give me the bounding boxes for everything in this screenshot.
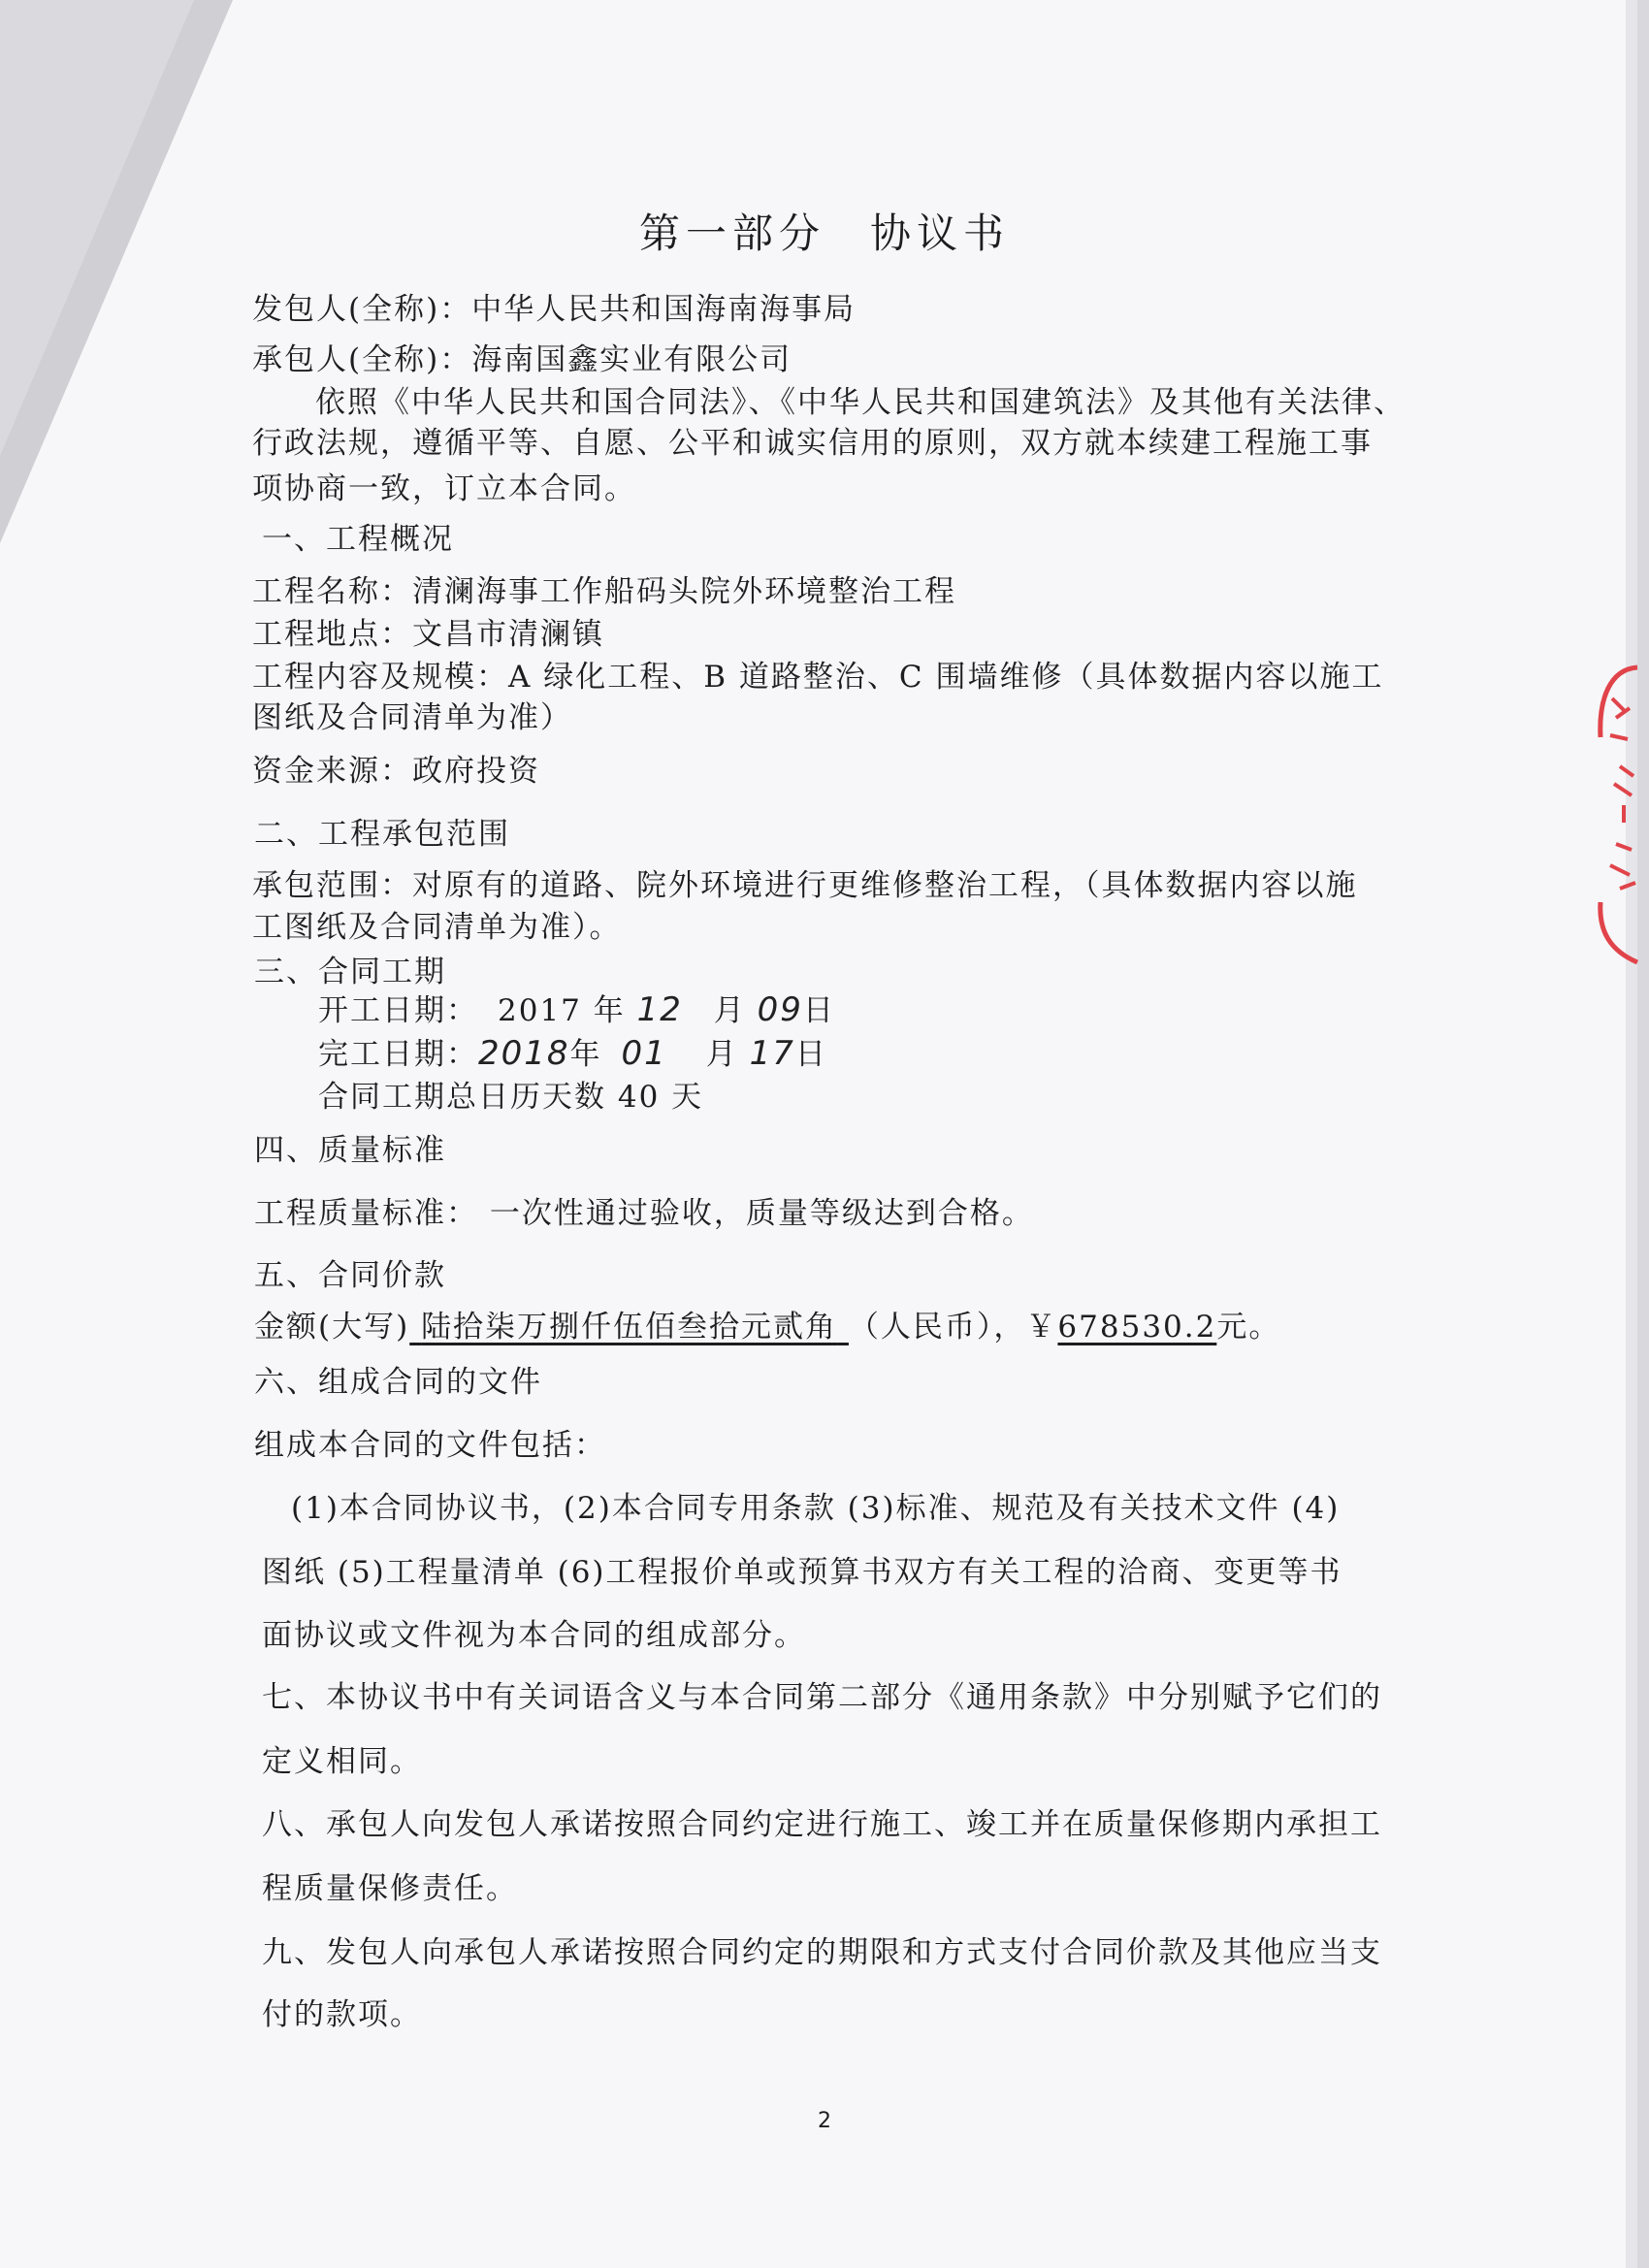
project-scope-line-1: 工程内容及规模：A 绿化工程、B 道路整治、C 围墙维修（具体数据内容以施工 (252, 660, 1384, 695)
start-date-label: 开工日期： (318, 993, 478, 1028)
page-number: 2 (818, 2109, 831, 2133)
end-day-handwritten: 17 (749, 1034, 795, 1073)
start-day-handwritten: 09 (757, 990, 803, 1029)
section-2-heading: 二、工程承包范围 (254, 817, 510, 852)
end-year-unit: 年 (569, 1037, 602, 1072)
start-year-unit: 年 (593, 993, 626, 1028)
clause-8-line-2: 程质量保修责任。 (262, 1871, 518, 1906)
clause-9-line-1: 九、发包人向承包人承诺按照合同约定的期限和方式支付合同价款及其他应当支 (262, 1935, 1382, 1970)
clause-8-line-1: 八、承包人向发包人承诺按照合同约定进行施工、竣工并在质量保修期内承担工 (262, 1807, 1382, 1842)
amount-words-text: 陆拾柒万捌仟伍佰叁拾元贰角 (421, 1310, 838, 1345)
clause-9-line-2: 付的款项。 (262, 1997, 422, 2032)
section-3-heading: 三、合同工期 (254, 955, 446, 989)
title-name: 协议书 (870, 210, 1011, 257)
end-date-label: 完工日期： (318, 1037, 478, 1072)
section-1-heading: 一、工程概况 (262, 522, 454, 557)
documents-line-2: 图纸 (5)工程量清单 (6)工程报价单或预算书双方有关工程的洽商、变更等书 (262, 1555, 1342, 1590)
preamble-line-3: 项协商一致，订立本合同。 (252, 471, 636, 506)
amount-figure: 678530.2 (1057, 1310, 1217, 1345)
end-date-line (318, 1034, 827, 1074)
documents-line-1: (1)本合同协议书，(2)本合同专用条款 (3)标准、规范及有关技术文件 (4) (291, 1491, 1341, 1526)
contract-price-line (254, 1308, 1280, 1346)
documents-line-3: 面协议或文件视为本合同的组成部分。 (262, 1618, 806, 1653)
section-5-heading: 五、合同价款 (254, 1258, 446, 1293)
project-scope-line-2: 图纸及合同清单为准） (252, 700, 572, 735)
employer-line: 发包人(全称)：中华人民共和国海南海事局 (252, 292, 857, 327)
quality-standard: 工程质量标准： 一次性通过验收，质量等级达到合格。 (254, 1196, 1034, 1231)
start-year: 2017 (498, 993, 582, 1028)
clause-7-line-2: 定义相同。 (262, 1744, 422, 1779)
section-6-heading: 六、组成合同的文件 (254, 1365, 542, 1400)
title-part: 第一部分 (638, 210, 825, 257)
start-date-line (318, 990, 835, 1030)
preamble-line-2: 行政法规，遵循平等、自愿、公平和诚实信用的原则，双方就本续建工程施工事 (252, 426, 1373, 461)
amount-in-words (409, 1310, 849, 1345)
start-month-handwritten: 12 (636, 990, 683, 1029)
funding-source: 资金来源：政府投资 (252, 754, 540, 789)
end-month-unit: 月 (705, 1037, 738, 1072)
red-seal-stamp (1581, 660, 1639, 970)
contractor-line: 承包人(全称)：海南国鑫实业有限公司 (252, 342, 792, 377)
total-duration: 合同工期总日历天数 40 天 (318, 1080, 704, 1115)
amount-suffix: 元。 (1216, 1310, 1281, 1345)
start-day-unit: 日 (802, 993, 835, 1028)
preamble-line-1: 依照《中华人民共和国合同法》、《中华人民共和国建筑法》及其他有关法律、 (315, 385, 1406, 420)
end-day-unit: 日 (794, 1037, 827, 1072)
clause-7-line-1: 七、本协议书中有关词语含义与本合同第二部分《通用条款》中分别赋予它们的 (262, 1680, 1382, 1715)
section-4-heading: 四、质量标准 (254, 1133, 446, 1168)
end-month-handwritten: 01 (621, 1034, 667, 1073)
documents-intro: 组成本合同的文件包括： (254, 1428, 606, 1463)
project-name: 工程名称：清澜海事工作船码头院外环境整治工程 (252, 574, 956, 609)
document-title (0, 210, 1649, 258)
contract-scope-line-2: 工图纸及合同清单为准）。 (252, 910, 622, 945)
start-month-unit: 月 (713, 993, 746, 1028)
end-year-handwritten: 2018 (478, 1034, 570, 1073)
contract-scope-line-1: 承包范围：对原有的道路、院外环境进行更维修整治工程，（具体数据内容以施 (252, 868, 1358, 903)
amount-prefix: 金额(大写) (254, 1310, 410, 1345)
project-location: 工程地点：文昌市清澜镇 (252, 617, 604, 652)
amount-middle: （人民币），￥ (848, 1310, 1058, 1345)
